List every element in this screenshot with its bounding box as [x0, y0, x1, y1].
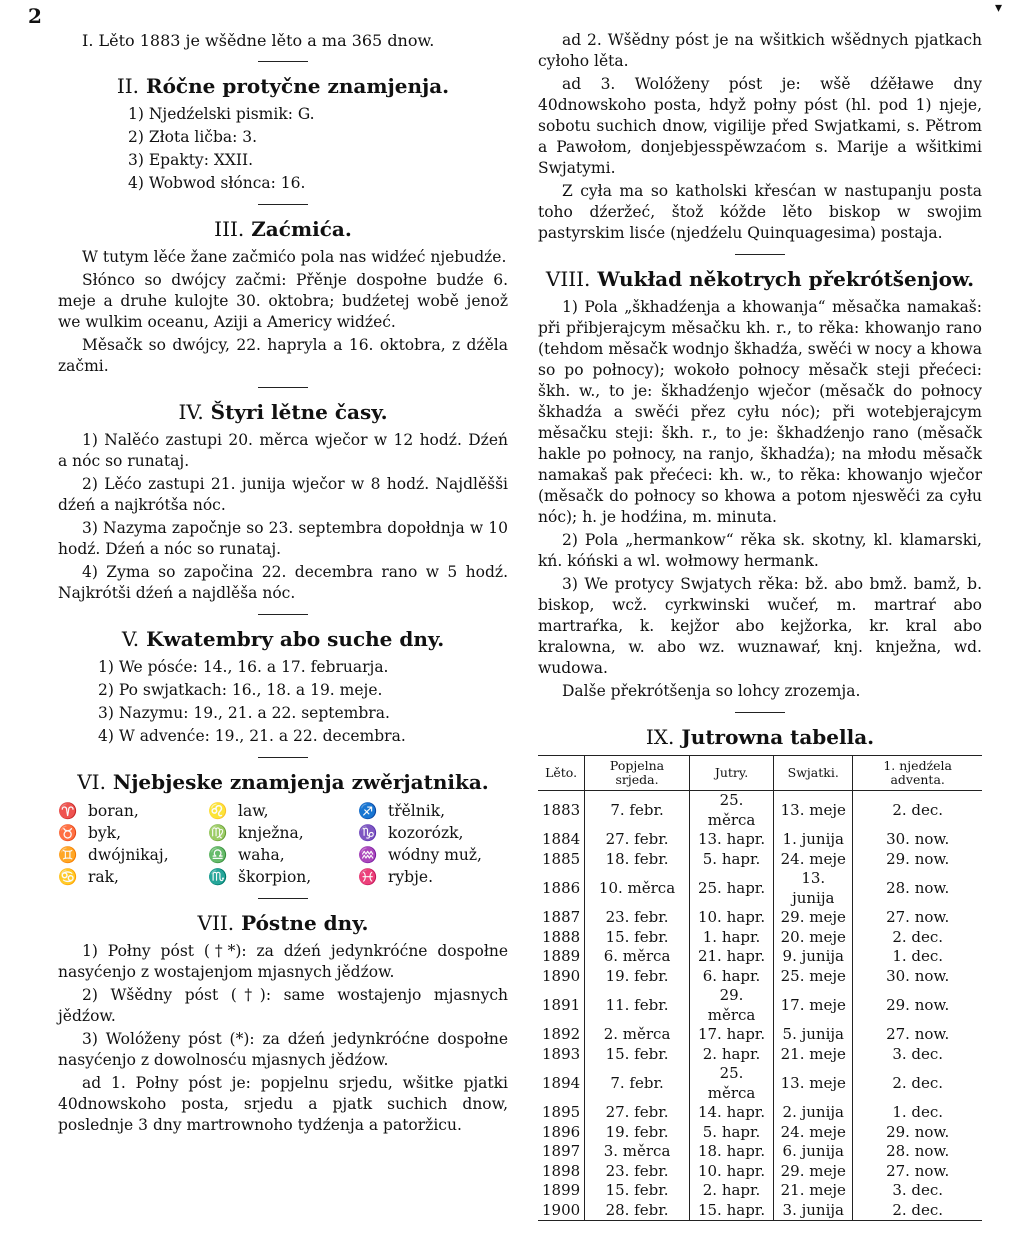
section-heading-5: [58, 627, 508, 651]
section-heading-2: [58, 74, 508, 98]
table-cell: 23. febr.: [585, 908, 690, 928]
aries-icon: ♈: [58, 801, 78, 820]
virgo-icon: ♍: [208, 823, 228, 842]
section-title: Kwatembry abo suche dny.: [146, 627, 445, 651]
paragraph: 2) Wšědny póst (†): same wostajenjo mjasnych jědźow.: [58, 986, 508, 1025]
paragraph: Słónco so dwójcy začmi: Přěnje dospołne budźe 6. meje a druhe kulojte 30. oktobra; budźetej wobě jenož we wulkim oceanu, Aziji a Americy widźeć.: [58, 271, 508, 331]
table-cell: 2. junija: [774, 1103, 853, 1123]
paragraph: Měsačk so dwójcy, 22. hapryla a 16. oktobra, z dźěla začmi.: [58, 336, 508, 375]
table-cell: 6. junija: [774, 1142, 853, 1162]
col-header-pentecost: Swjatki.: [774, 756, 853, 791]
table-cell: 10. měrca: [585, 869, 690, 908]
easter-table: [538, 755, 982, 1221]
section-number: VIII.: [545, 267, 591, 291]
table-cell: 27. febr.: [585, 830, 690, 850]
table-cell: 20. meje: [774, 928, 853, 948]
table-cell: 13. meje: [774, 1064, 853, 1103]
table-cell: 7. febr.: [585, 791, 690, 831]
table-row: [538, 869, 982, 908]
list-item: 1) Njedźelski pismik: G.: [128, 105, 315, 123]
protyka-signs-list: [58, 104, 508, 194]
list-item: 3) Epakty: XXII.: [128, 151, 254, 169]
table-cell: 2. dec.: [853, 1201, 982, 1221]
ember-days-list: [58, 657, 508, 747]
table-cell: 3. dec.: [853, 1181, 982, 1201]
paragraph: 3) We protycy Swjatych rěka: bž. abo bmž. bamž, b. biskop, wcž. cyrkwinski wučeŕ, m. martraŕ abo martraŕka, k. kejžor abo kejžorka, kr. kral abo kralowna, w. abo wz. wuznawaŕ, knj. knježna, wd. wudowa.: [538, 575, 982, 677]
section-heading-3: [58, 217, 508, 241]
corner-mark: ▾: [994, 0, 1002, 16]
section-heading-6: [58, 770, 508, 794]
table-cell: 2. hapr.: [689, 1181, 773, 1201]
zodiac-label: waha,: [238, 846, 285, 864]
table-cell: 1885: [542, 849, 581, 868]
paragraph: Dalše překrótšenja so lohcy zrozemja.: [562, 682, 861, 700]
table-cell: 30. now.: [853, 830, 982, 850]
divider: [735, 254, 785, 255]
table-cell: 27. febr.: [585, 1103, 690, 1123]
paragraph: 3) Nazyma započnje so 23. septembra dopołdnja w 10 hodź. Dźeń a nóc so runataj.: [58, 519, 508, 558]
table-cell: 1889: [542, 947, 581, 965]
zodiac-item: [58, 866, 208, 888]
zodiac-item: [358, 800, 508, 822]
table-header-row: [538, 756, 982, 791]
zodiac-label: knježna,: [238, 824, 304, 842]
section-number: VI.: [77, 770, 106, 794]
table-cell: 1887: [542, 908, 581, 926]
table-cell: 5. hapr.: [689, 1123, 773, 1143]
table-row: [538, 1142, 982, 1162]
table-cell: 1897: [542, 1142, 581, 1160]
table-cell: 19. febr.: [585, 967, 690, 987]
zodiac-item: [358, 866, 508, 888]
list-item: 3) Nazymu: 19., 21. a 22. septembra.: [98, 704, 390, 722]
table-cell: 25. hapr.: [689, 869, 773, 908]
table-cell: 1900: [538, 1201, 585, 1221]
table-cell: 2. měrca: [585, 1025, 690, 1045]
section-title: Róčne protyčne znamjenja.: [145, 74, 450, 98]
section-title: Zaćmića.: [251, 217, 352, 241]
list-item: 1) We pósće: 14., 16. a 17. februarja.: [98, 658, 389, 676]
table-body: [538, 791, 982, 1221]
table-cell: 23. febr.: [585, 1162, 690, 1182]
gemini-icon: ♊: [58, 845, 78, 864]
section-heading-7: [58, 911, 508, 935]
table-row: [538, 967, 982, 987]
zodiac-item: [358, 844, 508, 866]
table-cell: 29. now.: [853, 1123, 982, 1143]
zodiac-item: [208, 844, 358, 866]
paragraph: W tutym lěće žane začmićo pola nas widźeć njebudźe.: [82, 248, 507, 266]
table-row: [538, 830, 982, 850]
zodiac-label: byk,: [88, 824, 121, 842]
table-cell: 30. now.: [853, 967, 982, 987]
table-cell: 1890: [542, 966, 581, 985]
section-number: IX.: [645, 725, 675, 749]
divider: [258, 61, 308, 62]
zodiac-item: [208, 822, 358, 844]
table-row: [538, 1064, 982, 1103]
divider: [258, 757, 308, 758]
table-cell: 29. now.: [853, 986, 982, 1025]
table-cell: 28. now.: [853, 1142, 982, 1162]
table-cell: 28. febr.: [585, 1201, 690, 1221]
table-cell: 10. hapr.: [689, 1162, 773, 1182]
col-header-advent: 1. njedźela adventa.: [853, 756, 982, 791]
zodiac-label: boran,: [88, 802, 139, 820]
table-row: [538, 1103, 982, 1123]
table-cell: 25. měrca: [689, 1064, 773, 1103]
table-cell: 29. now.: [853, 850, 982, 870]
section-title: Jutrowna tabella.: [681, 725, 875, 749]
table-cell: 27. now.: [853, 1025, 982, 1045]
table-cell: 5. hapr.: [689, 850, 773, 870]
table-cell: 11. febr.: [585, 986, 690, 1025]
section-number: II.: [116, 74, 139, 98]
table-cell: 1. hapr.: [689, 928, 773, 948]
table-cell: 1. dec.: [853, 947, 982, 967]
left-column: [58, 30, 508, 1138]
section-number: III.: [214, 217, 245, 241]
zodiac-label: kozorózk,: [388, 824, 464, 842]
zodiac-label: dwójnikaj,: [88, 846, 169, 864]
table-row: [538, 850, 982, 870]
right-column: [538, 30, 982, 1221]
table-cell: 15. febr.: [585, 1181, 690, 1201]
divider: [735, 712, 785, 713]
zodiac-label: škorpion,: [238, 868, 312, 886]
table-cell: 5. junija: [774, 1025, 853, 1045]
table-cell: 7. febr.: [585, 1064, 690, 1103]
section-number: VII.: [197, 911, 235, 935]
col-header-year: Lěto.: [538, 756, 585, 791]
paragraph: 3) Wolóženy póst (*): za dźeń jedynkróćne dospołne nasyćenjo z dowolnosću mjasnych jědźow.: [58, 1030, 508, 1069]
table-cell: 25. meje: [774, 967, 853, 987]
cancer-icon: ♋: [58, 867, 78, 886]
paragraph: 2) Pola „hermankow“ rěka sk. skotny, kl. klamarski, kń. kóński a wl. wołmowy hermank.: [538, 531, 982, 570]
pisces-icon: ♓: [358, 867, 378, 886]
section-title: Póstne dny.: [241, 911, 369, 935]
paragraph: ad 2. Wšědny póst je na wšitkich wšědnych pjatkach cyłoho lěta.: [538, 31, 982, 70]
list-item: 4) Wobwod słónca: 16.: [128, 174, 306, 192]
col-header-ash-wednesday: Popjelna srjeda.: [585, 756, 690, 791]
table-cell: 21. hapr.: [689, 947, 773, 967]
zodiac-item: [358, 822, 508, 844]
paragraph: 4) Zyma so započina 22. decembra rano w 5 hodź. Najkrótši dźeń a najdlěša nóc.: [58, 563, 508, 602]
table-cell: 13. junija: [774, 869, 853, 908]
section-heading-8: [538, 267, 982, 291]
aquarius-icon: ♒: [358, 845, 378, 864]
table-cell: 15. febr.: [585, 928, 690, 948]
table-cell: 1896: [542, 1122, 581, 1141]
table-cell: 24. meje: [774, 1123, 853, 1143]
table-cell: 1894: [542, 1073, 581, 1092]
zodiac-item: [58, 800, 208, 822]
table-cell: 6. hapr.: [689, 967, 773, 987]
zodiac-item: [208, 866, 358, 888]
zodiac-label: rak,: [88, 868, 119, 886]
table-cell: 29. měrca: [689, 986, 773, 1025]
table-cell: 6. měrca: [585, 947, 690, 967]
table-cell: 21. meje: [774, 1181, 853, 1201]
table-cell: 1886: [542, 878, 581, 897]
page-number: 2: [28, 4, 42, 28]
zodiac-item: [208, 800, 358, 822]
table-cell: 15. hapr.: [689, 1201, 773, 1221]
table-row: [538, 791, 982, 831]
table-cell: 3. junija: [774, 1201, 853, 1221]
table-cell: 28. now.: [853, 869, 982, 908]
section-title: Wukład někotrych překrótšenjow.: [597, 267, 975, 291]
divider: [258, 898, 308, 899]
zodiac-label: rybje.: [388, 868, 433, 886]
table-cell: 29. meje: [774, 908, 853, 928]
table-cell: 1893: [542, 1044, 581, 1063]
table-cell: 29. meje: [774, 1162, 853, 1182]
table-row: [538, 1162, 982, 1182]
table-cell: 1895: [542, 1103, 581, 1121]
table-cell: 3. dec.: [853, 1045, 982, 1065]
paragraph: ad 1. Połny póst je: popjelnu srjedu, wšitke pjatki 40dnowskoho posta, srjedu a pjatk suchich dnow, poslednje 3 dny martrownoho tydźenja a patoržicu.: [58, 1074, 508, 1134]
table-row: [538, 1025, 982, 1045]
table-cell: 19. febr.: [585, 1123, 690, 1143]
table-cell: 21. meje: [774, 1045, 853, 1065]
table-cell: 25. měrca: [689, 791, 773, 831]
section-title: Njebjeske znamjenja zwěrjatnika.: [112, 770, 489, 794]
paragraph: ad 3. Wolóženy póst je: wšě dźěławe dny 40dnowskoho posta, hdyž połny póst (hl. pod 1) njeje, sobotu suchich dnow, vigilije před Swjatkami, s. Pětrom a Pawołom, donjebjesspěwzaćom s. Marije a wšitkimi Swjatymi.: [538, 75, 982, 177]
zodiac-item: [58, 844, 208, 866]
table-cell: 10. hapr.: [689, 908, 773, 928]
table-cell: 1884: [542, 830, 581, 848]
list-item: 2) Złota ličba: 3.: [128, 128, 258, 146]
table-row: [538, 986, 982, 1025]
table-cell: 2. hapr.: [689, 1045, 773, 1065]
table-cell: 17. hapr.: [689, 1025, 773, 1045]
table-cell: 18. febr.: [585, 850, 690, 870]
table-cell: 18. hapr.: [689, 1142, 773, 1162]
table-cell: 1898: [542, 1161, 581, 1180]
zodiac-grid: [58, 800, 508, 888]
table-row: [538, 947, 982, 967]
table-cell: 1888: [542, 927, 581, 946]
zodiac-label: law,: [238, 802, 269, 820]
section-heading-4: [58, 400, 508, 424]
paragraph: 1) Pola „škhadźenja a khowanja“ měsačka namakaš: při přibjerajcym měsačku kh. r., to rěka: khowanjo rano (tehdom měsačk wodnjo škhadźa, swěći w nocy a khowa so po połnocy); wokoło połnocy měsačk steji přećeci: škh. w., to je: škhadźenjo wječor (měsačk do połnocy škhadźa a swěći přez cyłu nóc); při wotebjerajcym měsačku steji: škh. r., to je: škhadźenjo rano (měsačk hakle po połnocy, na ranjo, škhadźa); na młodu měsačk namakaš pak přećeci: kh. w., to rěka: khowanjo wječor (měsačk do połnocy so khowa a potom njeswěći za cyłu nóc); h. je hodźina, m. minuta.: [538, 298, 982, 526]
section-title: Štyri lětne časy.: [210, 400, 388, 424]
table-row: [538, 1123, 982, 1143]
leo-icon: ♌: [208, 801, 228, 820]
table-cell: 2. dec.: [853, 791, 982, 831]
table-cell: 1883: [542, 800, 581, 819]
list-item: 2) Po swjatkach: 16., 18. a 19. meje.: [98, 681, 383, 699]
list-item: 4) W advenće: 19., 21. a 22. decembra.: [98, 727, 406, 745]
table-cell: 2. dec.: [853, 928, 982, 948]
divider: [258, 387, 308, 388]
col-header-easter: Jutry.: [689, 756, 773, 791]
section-number: V.: [121, 627, 140, 651]
zodiac-label: wódny muž,: [388, 846, 482, 864]
divider: [258, 204, 308, 205]
paragraph: 1) Połny póst (†*): za dźeń jedynkróćne dospołne nasyćenjo z wostajenjom mjasnych jědźow.: [58, 942, 508, 981]
table-cell: 1. junija: [774, 830, 853, 850]
table-row: [538, 1181, 982, 1201]
paragraph: 1) Nalěćo zastupi 20. měrca wječor w 12 hodź. Dźeń a nóc so runataj.: [58, 431, 508, 470]
table-cell: 24. meje: [774, 850, 853, 870]
table-cell: 15. febr.: [585, 1045, 690, 1065]
table-row: [538, 908, 982, 928]
table-row: [538, 1045, 982, 1065]
table-row: [538, 1201, 982, 1221]
zodiac-label: třělnik,: [388, 802, 446, 820]
table-cell: 27. now.: [853, 1162, 982, 1182]
year-statement: I. Lěto 1883 je wšědne lěto a ma 365 dnow.: [82, 31, 435, 50]
table-cell: 2. dec.: [853, 1064, 982, 1103]
libra-icon: ♎: [208, 845, 228, 864]
scorpio-icon: ♏: [208, 867, 228, 886]
table-cell: 1892: [542, 1025, 581, 1043]
taurus-icon: ♉: [58, 823, 78, 842]
table-cell: 14. hapr.: [689, 1103, 773, 1123]
table-cell: 1899: [542, 1181, 581, 1199]
paragraph: Z cyła ma so katholski křesćan w nastupanju posta toho dźeržeć, štož kóžde lěto biskop w swojim pastyrskim lisće (njedźelu Quinquagesima) postaja.: [538, 182, 982, 242]
zodiac-item: [58, 822, 208, 844]
divider: [258, 614, 308, 615]
table-cell: 13. hapr.: [689, 830, 773, 850]
paragraph: 2) Lěćo zastupi 21. junija wječor w 8 hodź. Najdlěšši dźeń a najkrótša nóc.: [58, 475, 508, 514]
table-cell: 1. dec.: [853, 1103, 982, 1123]
section-heading-9: [538, 725, 982, 749]
table-row: [538, 928, 982, 948]
table-cell: 1891: [542, 995, 581, 1014]
table-cell: 17. meje: [774, 986, 853, 1025]
table-cell: 3. měrca: [585, 1142, 690, 1162]
table-cell: 9. junija: [774, 947, 853, 967]
table-cell: 27. now.: [853, 908, 982, 928]
section-number: IV.: [178, 400, 204, 424]
sagittarius-icon: ♐: [358, 801, 378, 820]
table-cell: 13. meje: [774, 791, 853, 831]
capricorn-icon: ♑: [358, 823, 378, 842]
